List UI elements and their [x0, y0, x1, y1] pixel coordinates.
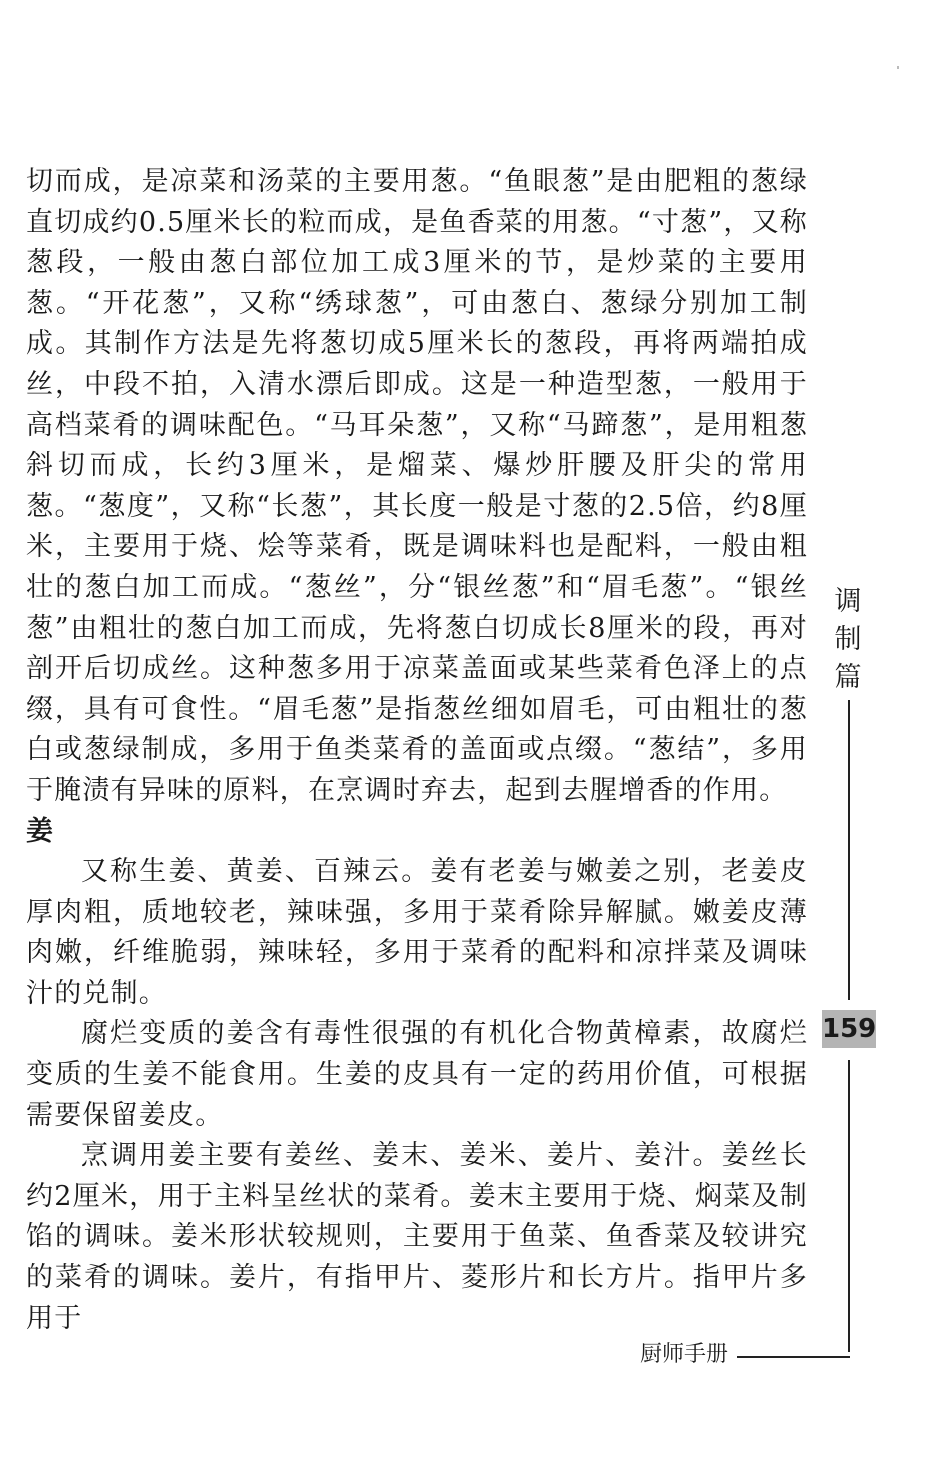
page-number: 159 [822, 1010, 876, 1048]
paragraph-ginger-types: 又称生姜、黄姜、百辣云。姜有老姜与嫩姜之别，老姜皮厚肉粗，质地较老，辣味强，多用于菜肴除异解腻。嫩姜皮薄肉嫩，纤维脆弱，辣味轻，多用于菜肴的配料和凉拌菜及调味汁的兑制。 [26, 856, 808, 1009]
paragraph-ginger-spoilage: 腐烂变质的姜含有毒性很强的有机化合物黄樟素，故腐烂变质的生姜不能食用。生姜的皮具有一定的药用价值，可根据需要保留姜皮。 [26, 1018, 808, 1131]
vertical-rule-upper [848, 700, 850, 1000]
paragraph-scallion-cuts: 切而成，是凉菜和汤菜的主要用葱。“鱼眼葱”是由肥粗的葱绿直切成约0.5厘米长的粒而成，是鱼香菜的用葱。“寸葱”，又称葱段，一般由葱白部位加工成3厘米的节，是炒菜的主要用葱。“开花葱”，又称“绣球葱”，可由葱白、葱绿分别加工制成。其制作方法是先将葱切成5厘米长的葱段，再将两端拍成丝，中段不拍，入清水漂后即成。这是一种造型葱，一般用于高档菜肴的调味配色。“马耳朵葱”，又称“马蹄葱”，是用粗葱斜切而成，长约3厘米，是熘菜、爆炒肝腰及肝尖的常用葱。“葱度”，又称“长葱”，其长度一般是寸葱的2.5倍，约8厘米，主要用于烧、烩等菜肴，既是调味料也是配料，一般由粗壮的葱白加工而成。“葱丝”，分“银丝葱”和“眉毛葱”。“银丝葱”由粗壮的葱白加工而成，先将葱白切成长8厘米的段，再对剖开后切成丝。这种葱多用于凉菜盖面或某些菜肴色泽上的点缀，具有可食性。“眉毛葱”是指葱丝细如眉毛，可由粗壮的葱白或葱绿制成，多用于鱼类菜肴的盖面或点缀。“葱结”，多用于腌渍有异味的原料，在烹调时弃去，起到去腥增香的作用。 [26, 166, 808, 806]
footer-book-title: 厨师手册 [640, 1342, 729, 1367]
footer-rule [737, 1356, 850, 1358]
page-body [26, 162, 808, 1339]
scan-speck [897, 66, 899, 69]
vertical-rule-lower [848, 1060, 850, 1352]
paragraph-ginger-cuts: 烹调用姜主要有姜丝、姜末、姜米、姜片、姜汁。姜丝长约2厘米，用于主料呈丝状的菜肴。姜末主要用于烧、焖菜及制馅的调味。姜米形状较规则，主要用于鱼菜、鱼香菜及较讲究的菜肴的调味。姜片，有指甲片、菱形片和长方片。指甲片多用于 [26, 1140, 808, 1334]
section-heading-ginger: 姜 [26, 815, 53, 847]
section-side-label: 调 制 篇 [834, 586, 862, 693]
